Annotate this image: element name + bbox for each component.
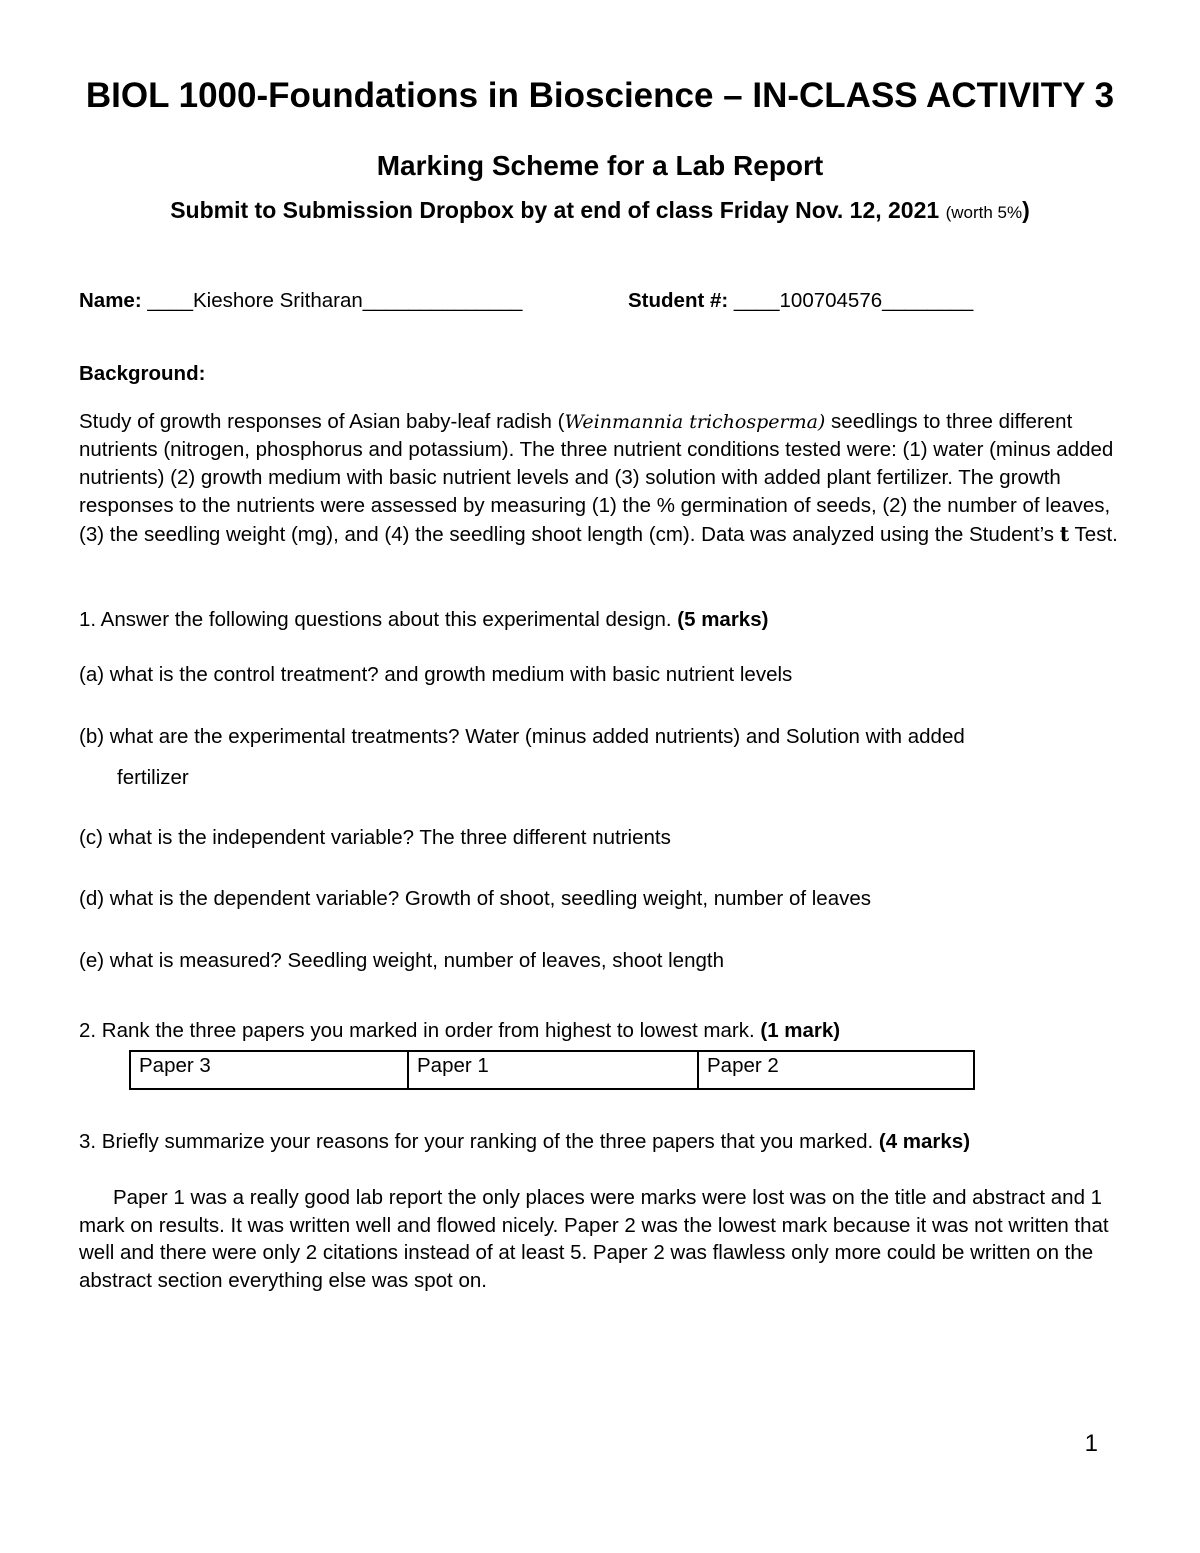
question-1b-continued: fertilizer <box>117 766 189 789</box>
document-title: BIOL 1000-Foundations in Bioscience – IN-CLASS ACTIVITY 3 <box>85 76 1115 115</box>
name-value: ____Kieshore Sritharan______________ <box>141 289 523 312</box>
submit-text: Submit to Submission Dropbox by at end of class Friday Nov. 12, 2021 <box>170 197 946 223</box>
question-2-marks: (1 mark) <box>760 1019 841 1042</box>
question-1-marks: (5 marks) <box>677 608 769 631</box>
ranking-table <box>129 1050 975 1090</box>
ranking-cell-2: Paper 1 <box>408 1051 698 1089</box>
background-text-2: seedlings to three different nutrients (nitrogen, phosphorus and potassium). The three nutrient conditions tested were: (1) water (minus added nutrients) (2) growth medium with basic nutrient levels and (3) solution with added plant fertilizer. The growth responses to the nutrients were assessed by measuring (1) the % germination of seeds, (2) the number of leaves, (3) the seedling weight (mg), and (4) the seedling shoot length (cm). Data was analyzed using the Student’s <box>79 410 1114 546</box>
question-3-prompt: 3. Briefly summarize your reasons for your ranking of the three papers that you marked. <box>79 1130 879 1153</box>
question-1a: (a) what is the control treatment? and growth medium with basic nutrient levels <box>79 663 793 686</box>
background-heading: Background: <box>79 362 206 385</box>
background-text-3: Test. <box>1069 523 1118 546</box>
question-3-marks: (4 marks) <box>878 1130 971 1153</box>
species-name: Weinmannia trichosperma) <box>564 411 826 433</box>
document-subtitle: Marking Scheme for a Lab Report <box>376 150 824 181</box>
identity-line <box>79 289 522 313</box>
page-number: 1 <box>1084 1430 1098 1457</box>
question-2 <box>79 1019 840 1043</box>
submission-instructions <box>0 197 1200 224</box>
question-1b: (b) what are the experimental treatments? Water (minus added nutrients) and Solution with added <box>79 725 965 748</box>
background-paragraph <box>79 408 1129 549</box>
question-3 <box>79 1130 970 1154</box>
question-1-prompt: 1. Answer the following questions about this experimental design. <box>79 608 678 631</box>
worth-note: (worth 5% <box>945 203 1023 222</box>
name-label: Name: <box>79 289 142 312</box>
worth-close: ) <box>1022 197 1030 223</box>
ranking-cell-3: Paper 2 <box>698 1051 974 1089</box>
question-3-answer: Paper 1 was a really good lab report the only places were marks were lost was on the title and abstract and 1 mark on results. It was written well and flowed nicely. Paper 2 was the lowest mark because it was not written that well and there were only 2 citations instead of at least 5. Paper 2 was flawless only more could be written on the abstract section everything else was spot on. <box>79 1186 1109 1292</box>
student-number-line <box>628 289 973 313</box>
student-number-label: Student #: <box>628 289 729 312</box>
ranking-row <box>130 1051 974 1089</box>
t-test-letter: t <box>1059 522 1070 546</box>
question-2-prompt: 2. Rank the three papers you marked in order from highest to lowest mark. <box>79 1019 761 1042</box>
student-number-value: ____100704576________ <box>728 289 974 312</box>
ranking-cell-1: Paper 3 <box>130 1051 408 1089</box>
background-text-1: Study of growth responses of Asian baby-leaf radish ( <box>79 410 565 433</box>
question-1e: (e) what is measured? Seedling weight, number of leaves, shoot length <box>79 949 724 972</box>
question-1c: (c) what is the independent variable? The three different nutrients <box>79 826 671 849</box>
question-1 <box>79 608 768 632</box>
question-1d: (d) what is the dependent variable? Growth of shoot, seedling weight, number of leaves <box>79 887 871 910</box>
